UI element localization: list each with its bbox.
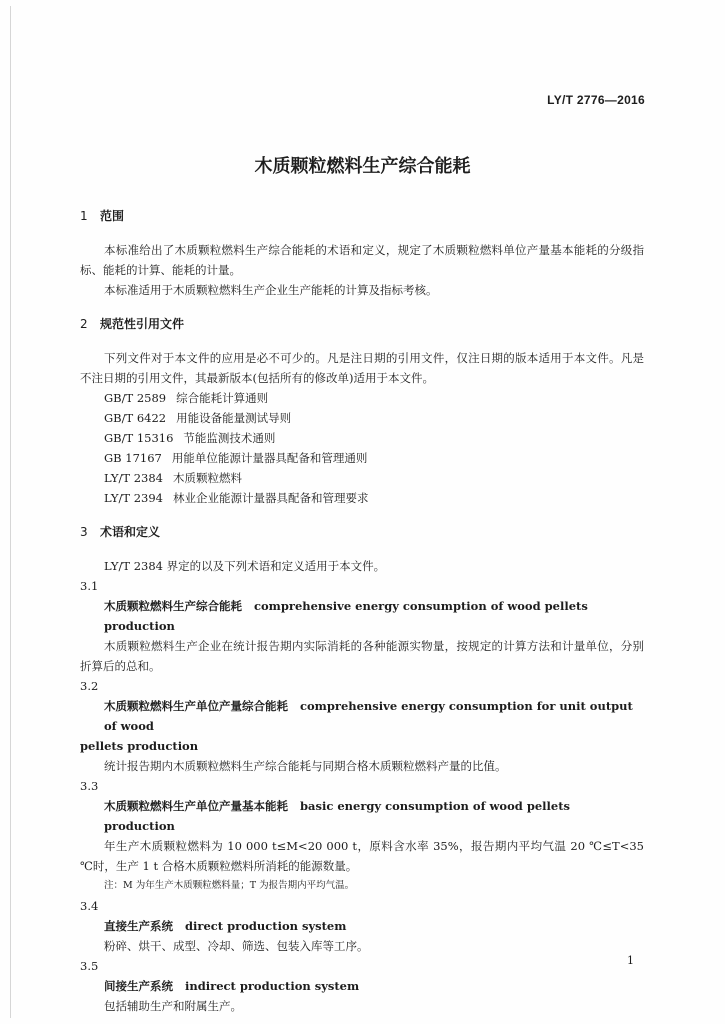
paragraph: 下列文件对于本文件的应用是必不可少的。凡是注日期的引用文件，仅注日期的版本适用于本文件。凡是不注日期的引用文件，其最新版本(包括所有的修改单)适用于本文件。 bbox=[80, 351, 644, 385]
reference-title: 用能单位能源计量器具配备和管理通则 bbox=[171, 451, 368, 465]
section-title: 术语和定义 bbox=[100, 525, 161, 539]
term-entry bbox=[80, 916, 644, 936]
reference-title: 木质颗粒燃料 bbox=[172, 471, 242, 485]
reference-item bbox=[80, 488, 644, 508]
term-english: comprehensive energy consumption of wood pellets production bbox=[104, 599, 588, 633]
paragraph: 本标准适用于木质颗粒燃料生产企业生产能耗的计算及指标考核。 bbox=[104, 283, 438, 297]
term-english: indirect production system bbox=[185, 979, 360, 993]
term-definition: 木质颗粒燃料生产企业在统计报告期内实际消耗的各种能源实物量，按规定的计算方法和计量单位，分别折算后的总和。 bbox=[80, 639, 644, 673]
term-note: 注：M 为年生产木质颗粒燃料量；T 为报告期内平均气温。 bbox=[104, 880, 355, 891]
reference-code: LY/T 2384 bbox=[104, 471, 163, 485]
reference-item bbox=[80, 388, 644, 408]
paragraph: LY/T 2384 界定的以及下列术语和定义适用于本文件。 bbox=[104, 559, 386, 573]
term-english-continued: pellets production bbox=[80, 739, 199, 753]
term-definition: 粉碎、烘干、成型、冷却、筛选、包装入库等工序。 bbox=[104, 939, 369, 953]
term-entry bbox=[80, 596, 644, 636]
section-heading-normative-references bbox=[80, 314, 644, 334]
term-number: 3.2 bbox=[80, 679, 99, 693]
reference-item bbox=[80, 448, 644, 468]
term-chinese: 间接生产系统 bbox=[104, 979, 173, 993]
term-chinese: 木质颗粒燃料生产综合能耗 bbox=[104, 599, 242, 613]
section-heading-scope bbox=[80, 206, 644, 226]
page-number: 1 bbox=[627, 954, 634, 967]
reference-item bbox=[80, 408, 644, 428]
section-heading-terms bbox=[80, 522, 644, 542]
term-entry bbox=[80, 976, 644, 996]
term-chinese: 木质颗粒燃料生产单位产量综合能耗 bbox=[104, 699, 288, 713]
section-title: 规范性引用文件 bbox=[100, 317, 185, 331]
term-definition: 统计报告期内木质颗粒燃料生产综合能耗与同期合格木质颗粒燃料产量的比值。 bbox=[104, 759, 507, 773]
term-entry bbox=[80, 696, 644, 736]
reference-code: GB/T 15316 bbox=[104, 431, 174, 445]
reference-code: GB/T 2589 bbox=[104, 391, 167, 405]
paragraph: 本标准给出了木质颗粒燃料生产综合能耗的术语和定义，规定了木质颗粒燃料单位产量基本能耗的分级指标、能耗的计算、能耗的计量。 bbox=[80, 243, 644, 277]
section-number: 3 bbox=[80, 525, 88, 539]
reference-title: 用能设备能量测试导则 bbox=[176, 411, 292, 425]
reference-title: 林业企业能源计量器具配备和管理要求 bbox=[172, 491, 369, 505]
document-body bbox=[80, 206, 644, 1016]
reference-code: GB 17167 bbox=[104, 451, 162, 465]
term-chinese: 直接生产系统 bbox=[104, 919, 173, 933]
term-english: direct production system bbox=[185, 919, 347, 933]
term-definition: 包括辅助生产和附属生产。 bbox=[104, 999, 242, 1013]
section-number: 1 bbox=[80, 209, 88, 223]
term-entry bbox=[80, 796, 644, 836]
term-number: 3.4 bbox=[80, 899, 99, 913]
term-english: comprehensive energy consumption for unit output of wood bbox=[104, 699, 633, 733]
standard-number: LY/T 2776—2016 bbox=[547, 93, 645, 107]
reference-code: LY/T 2394 bbox=[104, 491, 163, 505]
reference-title: 综合能耗计算通则 bbox=[176, 391, 269, 405]
term-definition: 年生产木质颗粒燃料为 10 000 t≤M<20 000 t，原料含水率 35%，报告期内平均气温 20 ℃≤T<35 ℃时，生产 1 t 合格木质颗粒燃料所消耗的能源数量。 bbox=[80, 839, 644, 873]
reference-code: GB/T 6422 bbox=[104, 411, 167, 425]
section-title: 范围 bbox=[100, 209, 125, 223]
document-title: 木质颗粒燃料生产综合能耗 bbox=[254, 156, 471, 177]
term-number: 3.3 bbox=[80, 779, 99, 793]
reference-title: 节能监测技术通则 bbox=[183, 431, 276, 445]
term-chinese: 木质颗粒燃料生产单位产量基本能耗 bbox=[104, 799, 288, 813]
reference-item bbox=[80, 468, 644, 488]
reference-item bbox=[80, 428, 644, 448]
term-number: 3.1 bbox=[80, 579, 99, 593]
section-number: 2 bbox=[80, 317, 88, 331]
term-english: basic energy consumption of wood pellets production bbox=[104, 799, 571, 833]
term-number: 3.5 bbox=[80, 959, 99, 973]
